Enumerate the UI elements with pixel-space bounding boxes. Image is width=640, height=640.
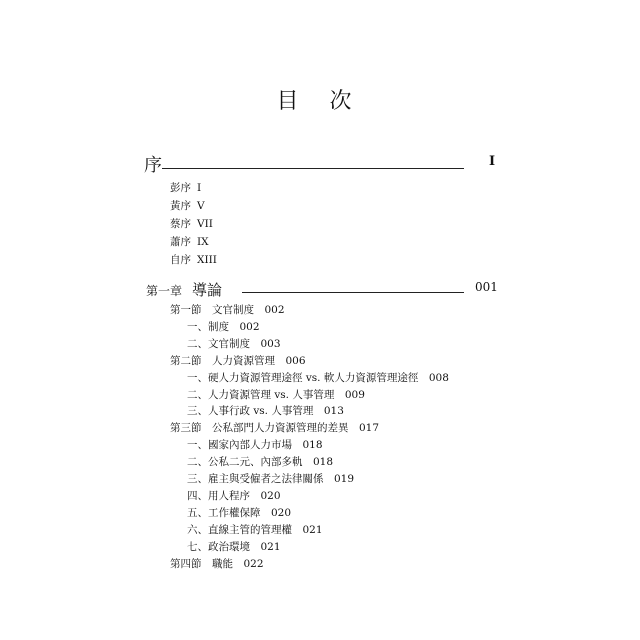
preface-item	[170, 252, 217, 269]
chapter-page-number: 001	[475, 280, 498, 294]
section-entry: 第三節 公私部門人力資源管理的差異 017	[170, 422, 380, 435]
page-title: 目 次	[276, 89, 364, 114]
preface-item	[170, 234, 209, 251]
preface-item-name: 蔡序	[170, 218, 191, 230]
subsection-entry: 五、工作權保障 020	[187, 506, 292, 519]
subsection-entry: 二、文官制度 003	[187, 337, 281, 350]
preface-item-page: VII	[197, 218, 213, 230]
section-entry: 第二節 人力資源管理 006	[170, 354, 306, 367]
subsection-entry: 三、人事行政 vs. 人事管理 013	[187, 405, 344, 418]
subsection-entry: 二、人力資源管理 vs. 人事管理 009	[187, 388, 365, 401]
subsection-entry: 二、公私二元、內部多軌 018	[187, 456, 334, 469]
preface-item-name: 彭序	[170, 182, 191, 194]
preface-item-page: V	[197, 200, 205, 212]
preface-item-page: IX	[197, 236, 209, 248]
section-entry: 第四節 職能 022	[170, 557, 264, 570]
subsection-entry: 四、用人程序 020	[187, 489, 281, 502]
subsection-entry: 一、國家內部人力市場 018	[187, 439, 323, 452]
preface-item-page: XIII	[197, 254, 217, 266]
preface-item	[170, 198, 205, 215]
subsection-entry: 六、直線主管的管理權 021	[187, 523, 323, 536]
preface-label: 序	[144, 155, 162, 176]
chapter-leader-line	[242, 292, 464, 293]
preface-item-name: 黃序	[170, 200, 191, 212]
preface-item-name: 自序	[170, 254, 191, 266]
section-entry: 第一節 文官制度 002	[170, 304, 285, 316]
chapter-title: 導論	[192, 281, 223, 299]
subsection-entry: 一、制度 002	[187, 320, 260, 333]
chapter-number: 第一章	[146, 284, 183, 298]
subsection-entry: 七、政治環境 021	[187, 540, 281, 553]
chapter-heading	[146, 279, 222, 300]
preface-item	[170, 216, 213, 233]
preface-item-name: 蕭序	[170, 236, 191, 248]
subsection-entry: 一、硬人力資源管理途徑 vs. 軟人力資源管理途徑 008	[187, 371, 449, 384]
preface-page-number: I	[489, 154, 496, 169]
preface-item-page: I	[197, 182, 202, 194]
preface-leader-line	[162, 168, 464, 169]
preface-item	[170, 180, 201, 197]
subsection-entry: 三、雇主與受僱者之法律關係 019	[187, 473, 355, 485]
